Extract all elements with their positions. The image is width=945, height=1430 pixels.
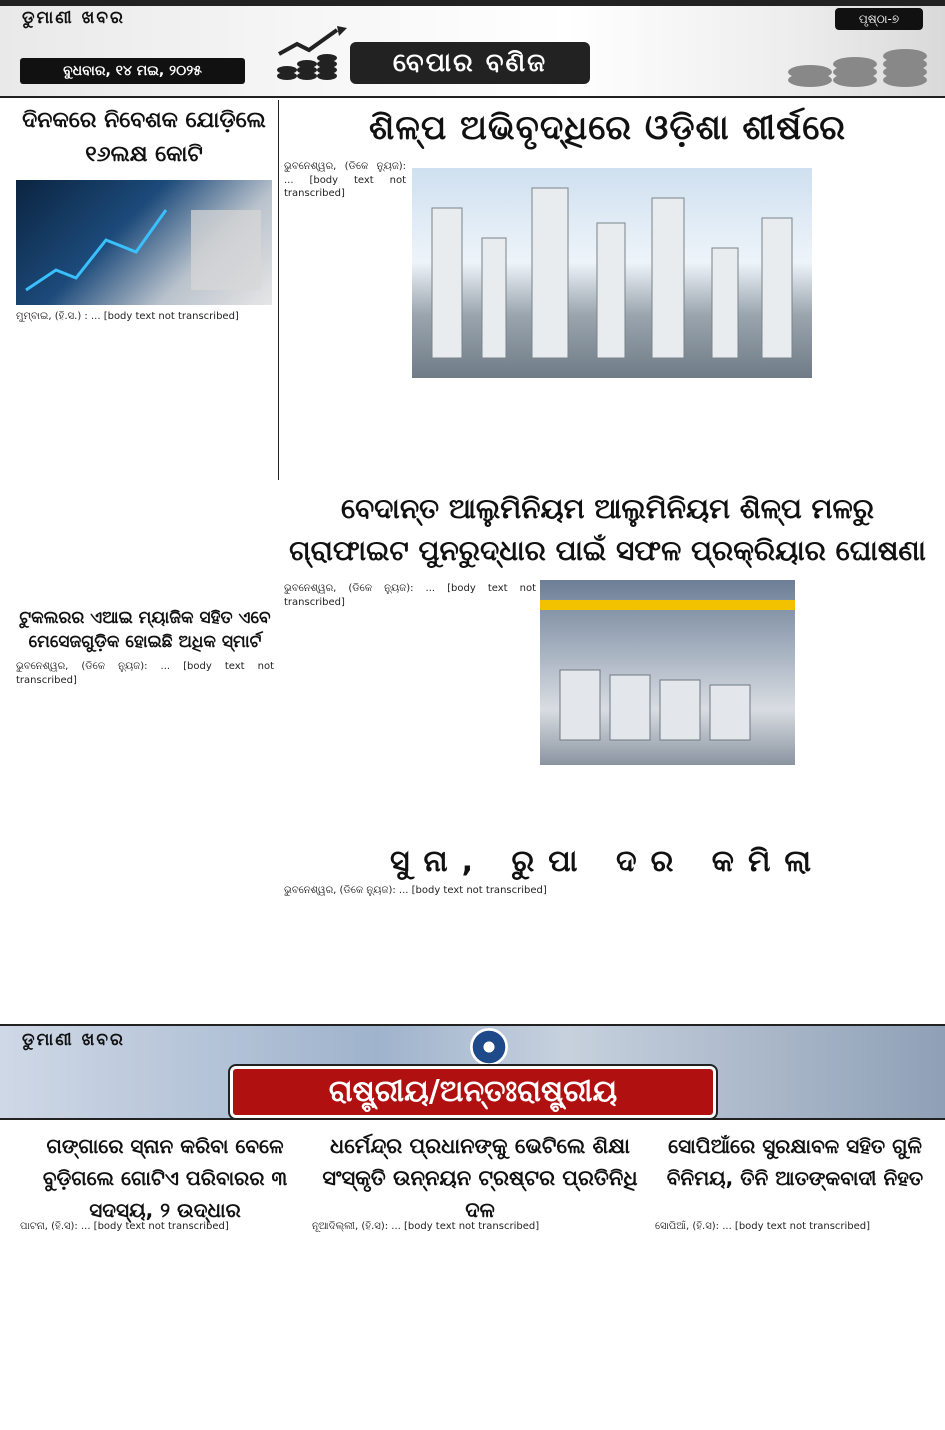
headline-ganga: ଗଙ୍ଗାରେ ସ୍ନାନ କରିବା ବେଳେ ବୁଡ଼ିଗଲେ ଗୋଟିଏ ପରିବାରର ୩ ସଦସ୍ୟ, ୨ ଉଦ୍ଧାର xyxy=(42,1134,288,1222)
aluminium-plant-photo xyxy=(540,580,795,765)
brand-name: ଡୁମାଣୀ ଖବର xyxy=(22,8,125,28)
body-ai: ଭୁବନେଶ୍ୱର, (ଡିକେ ନ୍ୟୁଜ): ... [body text not transcribed] xyxy=(16,661,274,686)
headline-pradhan: ଧର୍ମେନ୍ଦ୍ର ପ୍ରଧାନଙ୍କୁ ଭେଟିଲେ ଶିକ୍ଷା ସଂସ୍କୃତି ଉନ୍ନୟନ ଟ୍ରଷ୍ଟର ପ୍ରତିନିଧି ଦଳ xyxy=(322,1134,638,1222)
headline-vedanta: ବେଦାନ୍ତ ଆଲୁମିନିୟମ ଆଲୁମିନିୟମ ଶିଳ୍ପ ମଳରୁ ଗ୍ରାଫାଇଟ ପୁନରୁଦ୍ଧାର ପାଇଁ ସଫଳ ପ୍ରକ୍ରିୟାର ଘୋଷଣା xyxy=(289,492,926,567)
stock-market-photo xyxy=(16,180,272,305)
body-investors: ମୁମ୍ବାଇ, (ହି.ସ.) : ... [body text not transcribed] xyxy=(16,311,239,322)
refinery-photo xyxy=(412,168,812,378)
body-vedanta: ଭୁବନେଶ୍ୱର, (ଡିକେ ନ୍ୟୁଜ): ... [body text not transcribed] xyxy=(284,583,536,608)
headline-ai: ଟୁକଲରର ଏଆଇ ମ୍ୟାଜିକ ସହିତ ଏବେ ମେସେଜଗୁଡ଼ିକ ହୋଇଛି ଅଧିକ ସ୍ମାର୍ଟ xyxy=(19,608,271,652)
page-number: ପୃଷ୍ଠା-୭ xyxy=(835,8,923,30)
body-industry: ଭୁବନେଶ୍ୱର, (ଡିକେ ନ୍ୟୁଜ): ... [body text not transcribed] xyxy=(284,161,406,199)
body-pradhan: ନୂଆଦିଲ୍ଲୀ, (ହି.ସ): ... [body text not transcribed] xyxy=(312,1221,540,1232)
coin-stack-icon xyxy=(780,30,940,90)
dateline: ବୁଧବାର, ୧୪ ମଇ, ୨୦୨୫ xyxy=(20,58,245,84)
brand-name-secondary: ଡୁମାଣୀ ଖବର xyxy=(22,1030,125,1050)
headline-industry: ଶିଳ୍ପ ଅଭିବୃଦ୍ଧିରେ ଓଡ଼ିଶା ଶୀର୍ଷରେ xyxy=(368,108,847,148)
headline-investors: ଦିନକରେ ନିବେଶକ ଯୋଡ଼ିଲେ ୧୬ଲକ୍ଷ କୋଟି xyxy=(22,108,266,167)
headline-shopian: ସୋପିଆଁରେ ସୁରକ୍ଷାବଳ ସହିତ ଗୁଳି ବିନିମୟ, ତିନି ଆତଙ୍କବାଦୀ ନିହତ xyxy=(666,1134,924,1190)
section-title: ବେପାର ବଣିଜ xyxy=(350,42,590,84)
growth-coins-icon xyxy=(275,24,350,84)
headline-gold: ସୁନା, ରୁପା ଦର କମିଲା xyxy=(389,844,826,879)
body-gold: ଭୁବନେଶ୍ୱର, (ଡିକେ ନ୍ୟୁଜ): ... [body text not transcribed] xyxy=(284,885,547,896)
national-section-title: ରାଷ୍ଟ୍ରୀୟ/ଅନ୍ତଃରାଷ୍ଟ୍ରୀୟ xyxy=(230,1066,716,1118)
body-ganga: ପାଟନା, (ହି.ସ): ... [body text not transcribed] xyxy=(20,1221,229,1232)
body-shopian: ସୋପିଆଁ, (ହି.ସ): ... [body text not transcribed] xyxy=(655,1221,871,1232)
globe-icon xyxy=(470,1028,508,1066)
column-rule xyxy=(278,100,279,480)
